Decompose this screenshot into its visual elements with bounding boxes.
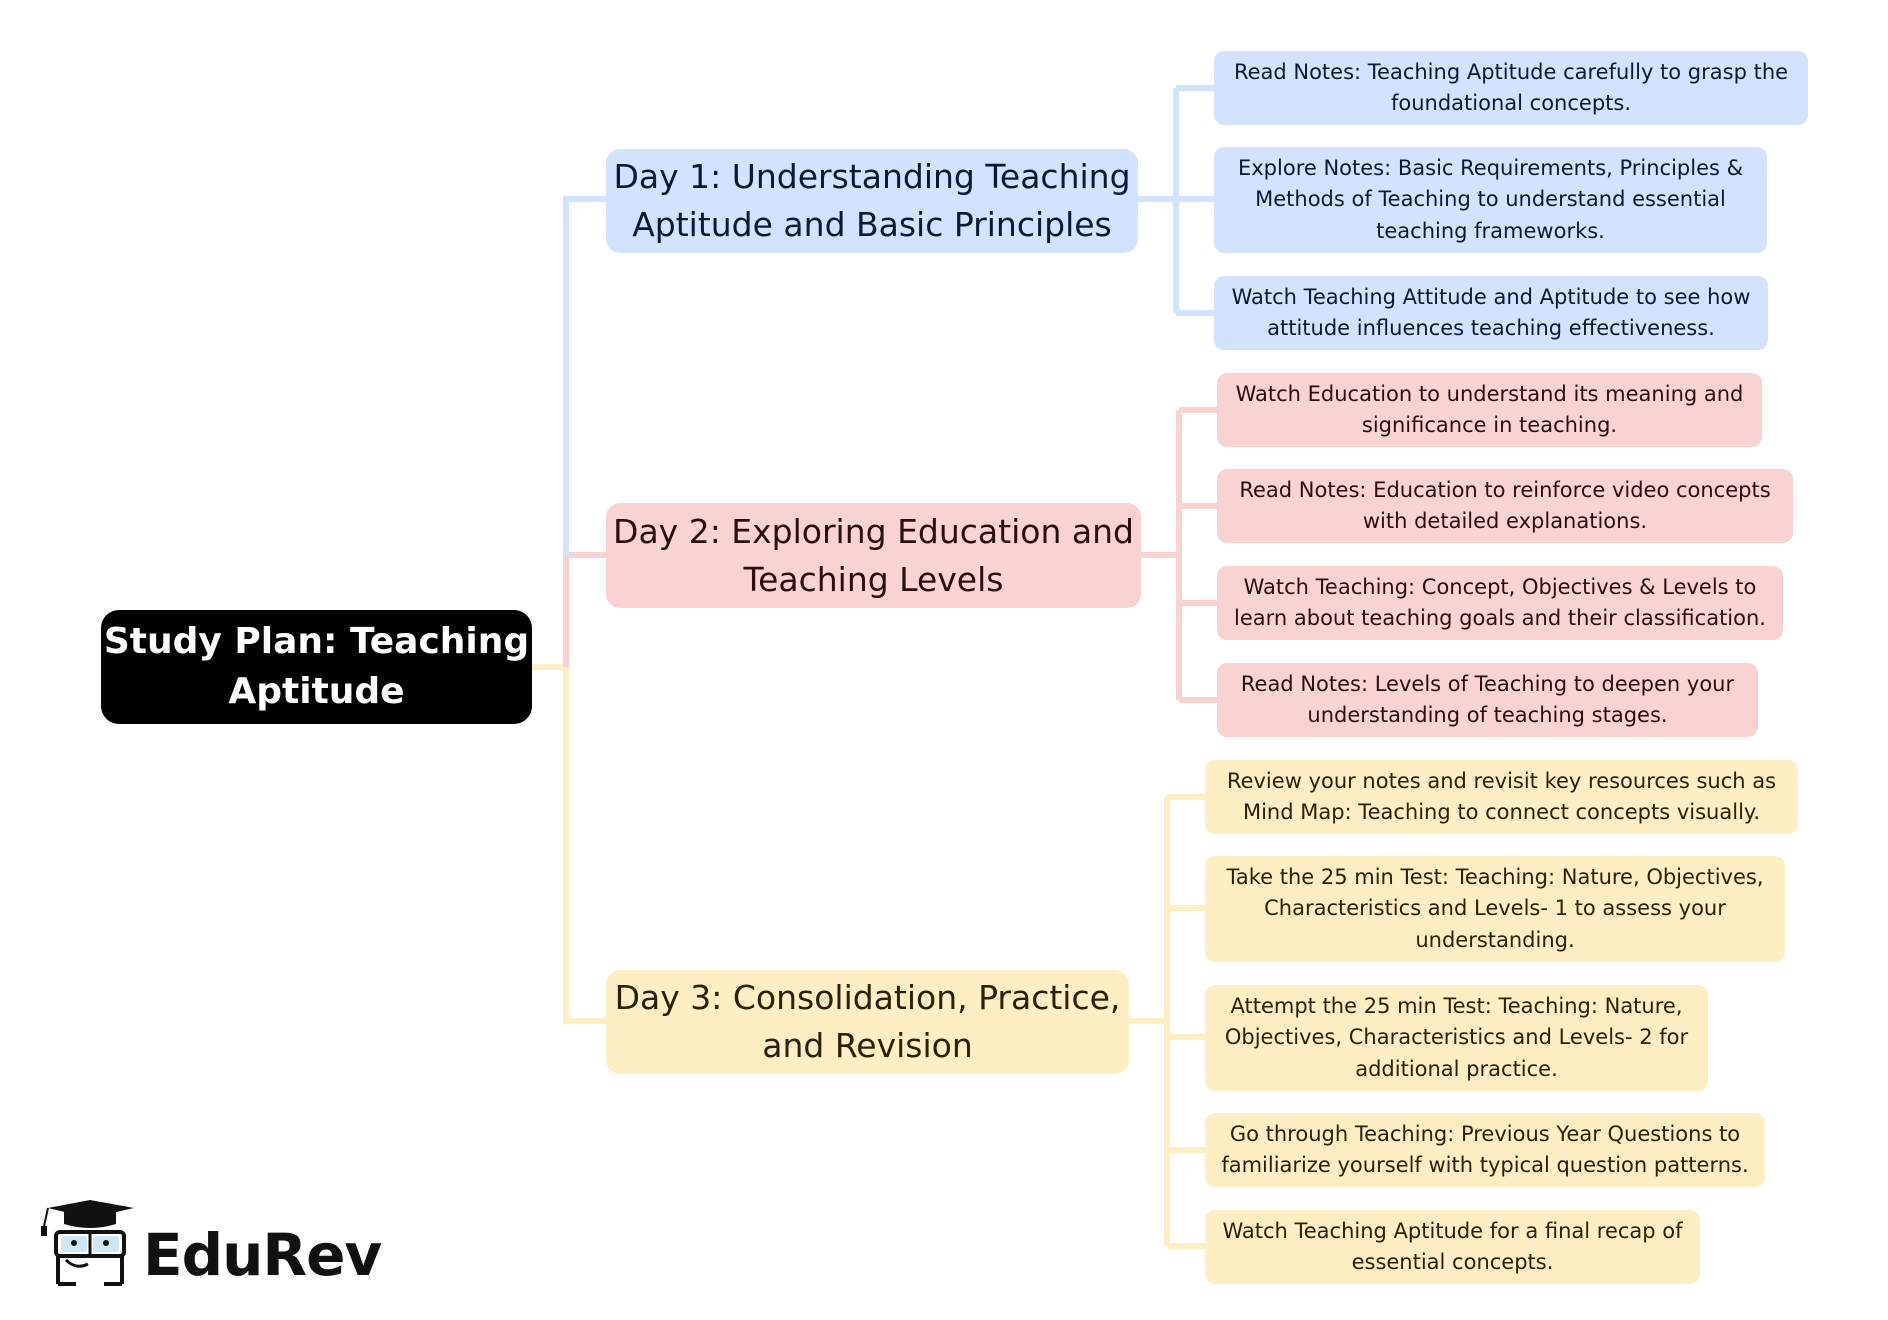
task-line: foundational concepts. (1390, 91, 1631, 115)
day3-task-5 (1205, 1210, 1700, 1284)
root-node (101, 610, 532, 724)
day1-task-1 (1214, 51, 1808, 125)
day1-title-line1: Day 1: Understanding Teaching (613, 157, 1131, 196)
day1-task-3 (1214, 276, 1768, 350)
brand-name: EduRev (143, 1221, 382, 1289)
connector-root-to-day3 (532, 667, 606, 1021)
task-line: Mind Map: Teaching to connect concepts visually. (1242, 800, 1761, 824)
day3-node (606, 970, 1129, 1074)
task-line: teaching frameworks. (1376, 218, 1605, 243)
task-line: Review your notes and revisit key resources such as (1226, 768, 1777, 793)
connector-day3-tasks (1129, 797, 1205, 1246)
day2-node (606, 503, 1141, 608)
task-line: learn about teaching goals and their classification. (1234, 606, 1766, 630)
day1-title-line2: Aptitude and Basic Principles (632, 205, 1112, 244)
task-line: Methods of Teaching to understand essential (1255, 187, 1726, 212)
day3-task-1 (1205, 760, 1798, 834)
task-line: significance in teaching. (1361, 413, 1618, 437)
task-line: understanding. (1415, 927, 1575, 952)
task-line: Watch Teaching: Concept, Objectives & Levels to (1243, 574, 1757, 599)
day3-title-line1: Day 3: Consolidation, Practice, (614, 978, 1121, 1017)
task-line: Attempt the 25 min Test: Teaching: Nature, (1230, 993, 1683, 1018)
task-line: Watch Teaching Aptitude for a final recap of (1222, 1218, 1683, 1243)
task-line: understanding of teaching stages. (1307, 703, 1668, 727)
root-title-line1: Study Plan: Teaching (103, 621, 530, 662)
task-line: Objectives, Characteristics and Levels- 2 for (1224, 1025, 1689, 1050)
graduate-cap-icon (41, 1200, 134, 1284)
day2-title-line1: Day 2: Exploring Education and (613, 511, 1134, 551)
day2-task-3 (1217, 566, 1783, 640)
connector-root-to-day1 (566, 199, 606, 555)
task-line: Go through Teaching: Previous Year Questions to (1229, 1121, 1741, 1146)
connector-day2-tasks (1141, 410, 1217, 700)
task-line: with detailed explanations. (1362, 509, 1648, 533)
task-line: attitude influences teaching effectiveness. (1267, 316, 1715, 340)
day2-task-2 (1217, 469, 1793, 543)
root-title-line2: Aptitude (228, 671, 405, 712)
day2-task-1 (1217, 373, 1762, 447)
task-line: Explore Notes: Basic Requirements, Principles & (1237, 155, 1744, 180)
task-line: Read Notes: Education to reinforce video concepts (1239, 477, 1771, 502)
task-line: Watch Teaching Attitude and Aptitude to see how (1231, 284, 1751, 309)
day3-task-4 (1205, 1113, 1765, 1187)
task-line: Watch Education to understand its meaning and (1235, 381, 1744, 406)
connector-day1-tasks (1138, 88, 1214, 313)
day3-title-line2: and Revision (762, 1026, 973, 1065)
task-line: Take the 25 min Test: Teaching: Nature, Objectives, (1226, 864, 1764, 889)
day2-task-4 (1217, 663, 1758, 737)
task-line: additional practice. (1355, 1056, 1558, 1081)
day2-title-line2: Teaching Levels (743, 559, 1004, 599)
day3-task-2 (1205, 856, 1785, 962)
task-line: familiarize yourself with typical question patterns. (1221, 1153, 1749, 1177)
task-line: Read Notes: Levels of Teaching to deepen your (1240, 671, 1735, 696)
connector-root-to-day2 (566, 555, 606, 667)
task-line: essential concepts. (1351, 1250, 1554, 1274)
task-line: Characteristics and Levels- 1 to assess your (1264, 896, 1726, 921)
day1-task-2 (1214, 147, 1767, 253)
day3-task-3 (1205, 985, 1708, 1091)
day1-node (606, 149, 1138, 253)
task-line: Read Notes: Teaching Aptitude carefully to grasp the (1233, 59, 1789, 84)
